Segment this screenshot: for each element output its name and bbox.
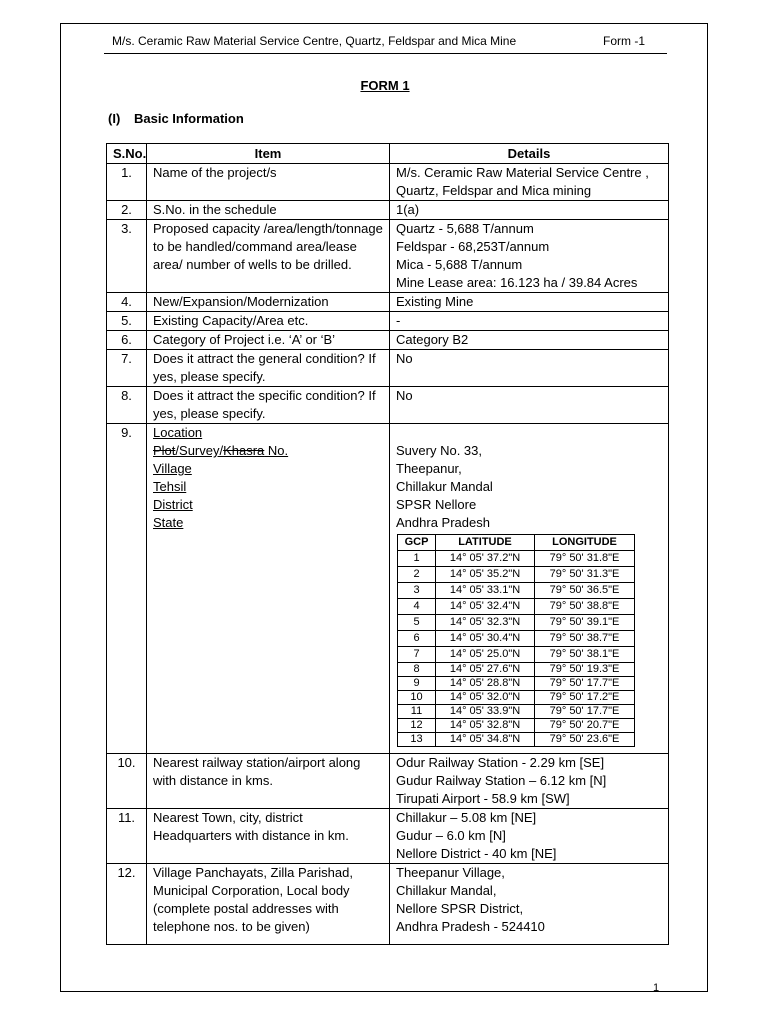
table-row <box>107 754 669 809</box>
gcp-cell: 14° 05' 35.2"N <box>436 567 535 583</box>
table-row <box>107 387 669 424</box>
gcp-cell: 14° 05' 25.0"N <box>436 647 535 663</box>
cell-line: Theepanur Village, <box>396 865 505 880</box>
cell-line: Existing Capacity/Area etc. <box>153 313 309 328</box>
cell-line: (complete postal addresses with <box>153 901 339 916</box>
gcp-header: LONGITUDE <box>535 535 635 551</box>
gcp-cell: 14° 05' 32.0"N <box>436 691 535 705</box>
khasra-strike: Khasra <box>223 443 265 458</box>
gcp-header: GCP <box>398 535 436 551</box>
gcp-cell: 13 <box>398 733 436 747</box>
cell-line: Name of the project/s <box>153 165 277 180</box>
cell-line: Chillakur – 5.08 km [NE] <box>396 810 537 825</box>
gcp-cell: 12 <box>398 719 436 733</box>
cell-line: - <box>396 313 401 328</box>
gcp-cell: 14° 05' 32.8"N <box>436 719 535 733</box>
cell-line: Category B2 <box>396 332 469 347</box>
gcp-cell: 79° 50' 31.3"E <box>535 567 635 583</box>
cell-line: Quartz - 5,688 T/annum <box>396 221 534 236</box>
table-header-row <box>107 144 669 164</box>
row-sno: 11. <box>107 809 147 864</box>
cell-line: Nearest Town, city, district <box>153 810 303 825</box>
gcp-cell: 4 <box>398 599 436 615</box>
plot-survey-label <box>153 442 383 460</box>
gcp-cell: 8 <box>398 663 436 677</box>
location-label: Village <box>153 461 192 476</box>
cell-line: Proposed capacity /area/length/tonnage <box>153 221 383 236</box>
gcp-row <box>398 583 635 599</box>
row-details <box>390 350 669 387</box>
cell-line: Nearest railway station/airport along <box>153 755 361 770</box>
plot-strike: Plot <box>153 443 176 458</box>
row-item <box>147 754 390 809</box>
gcp-row <box>398 647 635 663</box>
gcp-cell: 79° 50' 38.7"E <box>535 631 635 647</box>
row-item <box>147 220 390 293</box>
gcp-header-row <box>398 535 635 551</box>
cell-line: Feldspar - 68,253T/annum <box>396 239 550 254</box>
gcp-cell: 3 <box>398 583 436 599</box>
gcp-row <box>398 567 635 583</box>
gcp-row <box>398 677 635 691</box>
location-value: SPSR Nellore <box>396 497 477 512</box>
cell-line: Gudur Railway Station – 6.12 km [N] <box>396 773 607 788</box>
row-item <box>147 424 390 754</box>
row-sno: 8. <box>107 387 147 424</box>
cell-line: Mica - 5,688 T/annum <box>396 257 523 272</box>
table-row <box>107 350 669 387</box>
cell-line: yes, please specify. <box>153 369 266 384</box>
gcp-cell: 2 <box>398 567 436 583</box>
cell-line: telephone nos. to be given) <box>153 919 310 934</box>
cell-line: Nellore District - 40 km [NE] <box>396 846 557 861</box>
row-sno: 7. <box>107 350 147 387</box>
row-item <box>147 164 390 201</box>
gcp-row <box>398 719 635 733</box>
row-sno: 3. <box>107 220 147 293</box>
row-item <box>147 331 390 350</box>
header-title: M/s. Ceramic Raw Material Service Centre, Quartz, Feldspar and Mica Mine <box>112 34 517 48</box>
gcp-row <box>398 663 635 677</box>
cell-line: to be handled/command area/lease <box>153 239 357 254</box>
cell-line: Category of Project i.e. ‘A’ or ‘B’ <box>153 332 336 347</box>
cell-line: M/s. Ceramic Raw Material Service Centre , <box>396 165 649 180</box>
row-item <box>147 312 390 331</box>
gcp-cell: 79° 50' 20.7"E <box>535 719 635 733</box>
table-row <box>107 220 669 293</box>
location-value: Suvery No. 33, <box>396 443 482 458</box>
table-row <box>107 809 669 864</box>
gcp-row <box>398 599 635 615</box>
gcp-cell: 79° 50' 17.2"E <box>535 691 635 705</box>
row-sno: 5. <box>107 312 147 331</box>
cell-line: Headquarters with distance in km. <box>153 828 349 843</box>
section-title: Basic Information <box>134 111 244 126</box>
row-sno: 2. <box>107 201 147 220</box>
header-sno: S.No. <box>107 144 147 164</box>
gcp-cell: 14° 05' 34.8"N <box>436 733 535 747</box>
row-details <box>390 424 669 754</box>
gcp-row <box>398 691 635 705</box>
gcp-cell: 79° 50' 39.1"E <box>535 615 635 631</box>
row-item <box>147 350 390 387</box>
gcp-cell: 14° 05' 32.4"N <box>436 599 535 615</box>
gcp-row <box>398 733 635 747</box>
location-heading: Location <box>153 425 203 440</box>
cell-line: Chillakur Mandal, <box>396 883 497 898</box>
table-row <box>107 331 669 350</box>
table-row <box>107 164 669 201</box>
header-item: Item <box>147 144 390 164</box>
cell-line <box>396 424 662 442</box>
row-details <box>390 164 669 201</box>
gcp-row <box>398 615 635 631</box>
row-item <box>147 864 390 945</box>
gcp-cell: 79° 50' 36.5"E <box>535 583 635 599</box>
gcp-cell: 79° 50' 38.1"E <box>535 647 635 663</box>
gcp-cell: 7 <box>398 647 436 663</box>
section-heading <box>108 111 244 126</box>
gcp-cell: 79° 50' 23.6"E <box>535 733 635 747</box>
row-item <box>147 809 390 864</box>
gcp-cell: 14° 05' 33.1"N <box>436 583 535 599</box>
survey-text: /Survey/ <box>175 443 224 458</box>
cell-line: Nellore SPSR District, <box>396 901 524 916</box>
row-sno: 12. <box>107 864 147 945</box>
row-details <box>390 331 669 350</box>
gcp-cell: 1 <box>398 551 436 567</box>
spacer <box>396 936 662 944</box>
row-details <box>390 754 669 809</box>
gcp-cell: 14° 05' 28.8"N <box>436 677 535 691</box>
gcp-cell: 79° 50' 38.8"E <box>535 599 635 615</box>
row-details <box>390 312 669 331</box>
gcp-cell: 79° 50' 19.3"E <box>535 663 635 677</box>
gcp-cell: 6 <box>398 631 436 647</box>
table-row <box>107 201 669 220</box>
table-row <box>107 312 669 331</box>
gcp-cell: 14° 05' 32.3"N <box>436 615 535 631</box>
location-label: State <box>153 515 184 530</box>
row-sno: 9. <box>107 424 147 754</box>
row-details <box>390 864 669 945</box>
location-value: Chillakur Mandal <box>396 479 493 494</box>
cell-line: Mine Lease area: 16.123 ha / 39.84 Acres <box>396 275 638 290</box>
section-number: (I) <box>108 111 121 126</box>
basic-information-table <box>106 143 669 945</box>
table-row <box>107 293 669 312</box>
gcp-row <box>398 705 635 719</box>
gcp-row <box>398 551 635 567</box>
form-title: FORM 1 <box>360 78 410 93</box>
row-details <box>390 293 669 312</box>
cell-line: 1(a) <box>396 202 420 217</box>
row-sno: 1. <box>107 164 147 201</box>
cell-line: Village Panchayats, Zilla Parishad, <box>153 865 353 880</box>
gcp-cell: 14° 05' 37.2"N <box>436 551 535 567</box>
row-sno: 4. <box>107 293 147 312</box>
gcp-cell: 14° 05' 33.9"N <box>436 705 535 719</box>
gcp-cell: 79° 50' 17.7"E <box>535 677 635 691</box>
gcp-cell: 11 <box>398 705 436 719</box>
header-details: Details <box>390 144 669 164</box>
row-details <box>390 220 669 293</box>
cell-line: Andhra Pradesh - 524410 <box>396 919 545 934</box>
cell-line: Gudur – 6.0 km [N] <box>396 828 506 843</box>
gcp-table <box>397 534 635 747</box>
cell-line: Existing Mine <box>396 294 474 309</box>
row-item <box>147 387 390 424</box>
row-details <box>390 809 669 864</box>
cell-line: Does it attract the specific condition? If <box>153 388 376 403</box>
cell-line: Municipal Corporation, Local body <box>153 883 350 898</box>
gcp-cell: 5 <box>398 615 436 631</box>
row-details <box>390 387 669 424</box>
row-sno: 6. <box>107 331 147 350</box>
location-label: Tehsil <box>153 479 187 494</box>
cell-line: S.No. in the schedule <box>153 202 277 217</box>
gcp-cell: 14° 05' 27.6"N <box>436 663 535 677</box>
gcp-cell: 79° 50' 31.8"E <box>535 551 635 567</box>
cell-line: No <box>396 388 413 403</box>
header-divider <box>104 53 667 54</box>
location-value: Theepanur, <box>396 461 462 476</box>
cell-line: Does it attract the general condition? If <box>153 351 376 366</box>
gcp-cell: 10 <box>398 691 436 705</box>
spacer <box>396 749 662 753</box>
cell-line: Tirupati Airport - 58.9 km [SW] <box>396 791 570 806</box>
table-row-location <box>107 424 669 754</box>
row-item <box>147 201 390 220</box>
gcp-cell: 9 <box>398 677 436 691</box>
table-row <box>107 864 669 945</box>
cell-line: Quartz, Feldspar and Mica mining <box>396 183 592 198</box>
cell-line: Odur Railway Station - 2.29 km [SE] <box>396 755 605 770</box>
row-sno: 10. <box>107 754 147 809</box>
gcp-row <box>398 631 635 647</box>
cell-line: with distance in kms. <box>153 773 273 788</box>
cell-line: yes, please specify. <box>153 406 266 421</box>
location-value: Andhra Pradesh <box>396 515 490 530</box>
page-number: 1 <box>653 982 660 994</box>
gcp-cell: 14° 05' 30.4"N <box>436 631 535 647</box>
row-item <box>147 293 390 312</box>
cell-line: No <box>396 351 413 366</box>
row-details <box>390 201 669 220</box>
cell-line: area/ number of wells to be drilled. <box>153 257 352 272</box>
header-form-label: Form -1 <box>603 34 645 48</box>
gcp-header: LATITUDE <box>436 535 535 551</box>
no-text: No. <box>264 443 289 458</box>
cell-line: New/Expansion/Modernization <box>153 294 329 309</box>
gcp-cell: 79° 50' 17.7"E <box>535 705 635 719</box>
location-label: District <box>153 497 193 512</box>
